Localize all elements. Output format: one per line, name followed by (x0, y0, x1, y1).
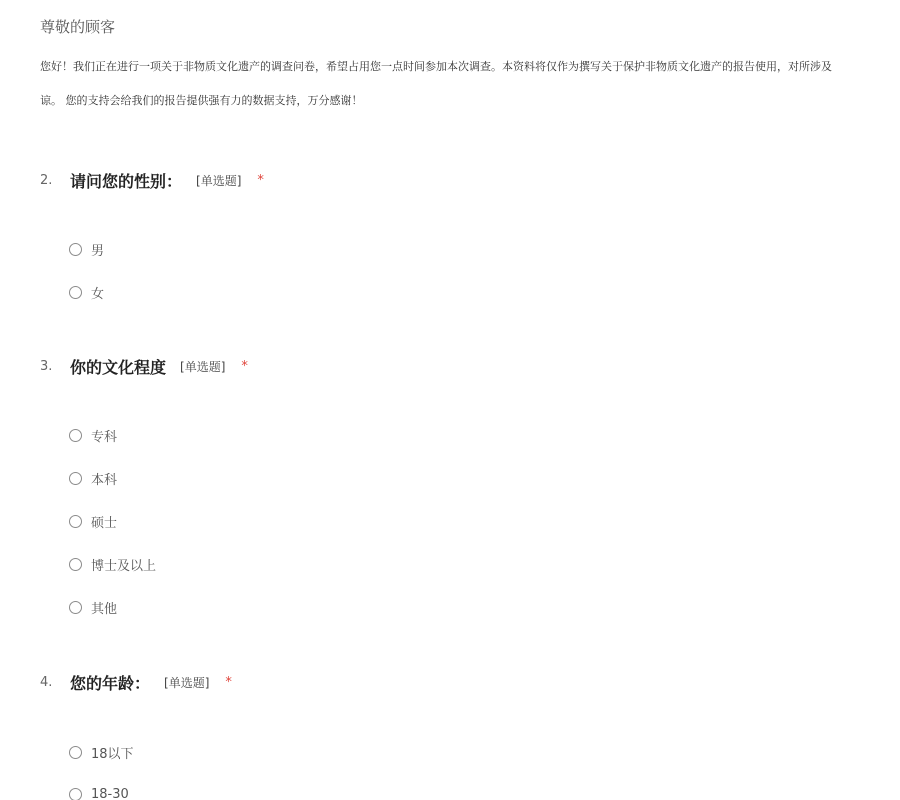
option-age-under-18[interactable] (69, 743, 134, 761)
question-education (40, 354, 248, 378)
option-gender-female[interactable] (69, 283, 104, 301)
radio-button[interactable] (69, 601, 82, 614)
option-education-bachelor[interactable] (69, 469, 117, 487)
option-label: 男 (91, 243, 105, 259)
option-label: 硕士 (91, 515, 118, 531)
option-label: 18以下 (91, 746, 134, 762)
radio-button[interactable] (69, 429, 82, 442)
radio-button[interactable] (69, 558, 82, 571)
radio-button[interactable] (69, 515, 82, 528)
question-type-tag: [单选题] (180, 359, 226, 374)
option-label: 女 (91, 286, 105, 302)
option-education-doctorate[interactable] (69, 555, 156, 573)
intro-text-line-1: 您好！我们正在进行一项关于非物质文化遗产的调查问卷，希望占用您一点时间参加本次调查。本资料将仅作为撰写关于保护非物质文化遗产的报告使用，对所涉及 (40, 60, 832, 73)
option-label: 其他 (91, 601, 118, 617)
option-label: 专科 (91, 429, 118, 445)
question-age (40, 670, 232, 694)
option-label: 本科 (91, 472, 118, 488)
option-label: 18-30 (91, 786, 129, 800)
intro-text-line-2: 谅。 您的支持会给我们的报告提供强有力的数据支持，万分感谢！ (40, 94, 363, 107)
question-type-tag: [单选题] (164, 675, 210, 690)
radio-button[interactable] (69, 746, 82, 759)
option-age-18-30[interactable] (69, 785, 129, 800)
required-marker: * (225, 674, 232, 690)
greeting-heading: 尊敬的顾客 (40, 18, 116, 36)
question-title: 你的文化程度 (70, 357, 167, 377)
radio-button[interactable] (69, 472, 82, 485)
question-number: 4. (40, 674, 53, 690)
option-education-other[interactable] (69, 598, 117, 616)
option-gender-male[interactable] (69, 240, 104, 258)
required-marker: * (241, 358, 248, 374)
question-gender (40, 168, 264, 192)
question-number: 2. (40, 172, 53, 188)
radio-button[interactable] (69, 243, 82, 256)
question-type-tag: [单选题] (196, 173, 242, 188)
question-title: 您的年龄： (70, 673, 151, 693)
radio-button[interactable] (69, 286, 82, 299)
option-education-master[interactable] (69, 512, 117, 530)
option-label: 博士及以上 (91, 558, 157, 574)
radio-button[interactable] (69, 788, 82, 800)
question-title: 请问您的性别： (70, 171, 183, 191)
question-number: 3. (40, 358, 53, 374)
required-marker: * (257, 172, 264, 188)
option-education-junior-college[interactable] (69, 426, 117, 444)
